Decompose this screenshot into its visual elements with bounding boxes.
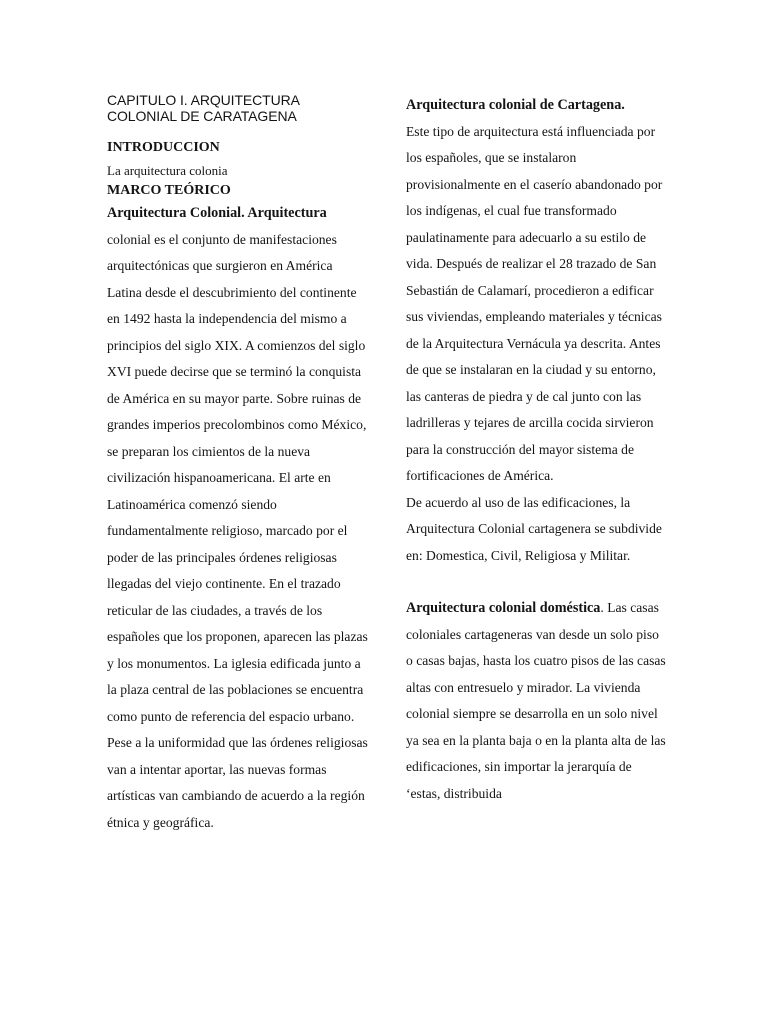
colonial-architecture-body: colonial es el conjunto de manifestaciones arquitectónicas que surgieron en América Latina desde el descubrimiento del continente en 1492 hasta la independencia del mismo a principios del siglo XIX. A comienzos del siglo XVI puede decirse que se terminó la conquista de América en su mayor parte. Sobre ruinas de grandes imperios precolombinos como México, se preparan los cimientos de la nueva civilización hispanoamericana. El arte en Latinoamérica comenzó siendo fundamentalmente religioso, marcado por el poder de las principales órdenes religiosas llegadas del viejo continente. En el trazado reticular de las ciudades, a través de los españoles que los proponen, aparecen las plazas y los monumentos. La iglesia edificada junto a la plaza central de las poblaciones se encuentra como punto de referencia del espacio urbano. Pese a la uniformidad que las órdenes religiosas van a intentar aportar, las nuevas formas artísticas van cambiando de acuerdo a la región étnica y geográfica. (107, 231, 368, 830)
domestic-body: . Las casas coloniales cartageneras van desde un solo piso o casas bajas, hasta los cuatro pisos de las casas altas con entresuelo y mirador. La vivienda colonial siempre se desarrolla en un solo nivel ya sea en la planta baja o en la planta alta de las edificaciones, sin importar la jerarquía de ‘estas, distribuida (406, 600, 666, 801)
paragraph-gap (406, 569, 668, 595)
marco-teorico-heading: MARCO TEÓRICO (107, 183, 231, 198)
cartagena-heading: Arquitectura colonial de Cartagena. (406, 97, 625, 113)
subdivision-paragraph: De acuerdo al uso de las edificaciones, la Arquitectura Colonial cartagenera se subdivide en: Domestica, Civil, Religiosa y Militar. (406, 494, 662, 563)
intro-text: La arquitectura colonia (107, 163, 228, 178)
right-column (406, 92, 668, 807)
left-column (107, 92, 369, 836)
domestic-heading: Arquitectura colonial doméstica (406, 600, 601, 616)
domestic-paragraph (406, 595, 668, 807)
chapter-title: CAPITULO I. ARQUITECTURA COLONIAL DE CARATAGENA (107, 92, 300, 124)
intro-heading: INTRODUCCION (107, 140, 220, 155)
colonial-architecture-paragraph (107, 200, 369, 836)
colonial-architecture-lead: Arquitectura Colonial. Arquitectura (107, 205, 327, 221)
cartagena-paragraph: Este tipo de arquitectura está influenciada por los españoles, que se instalaron provisionalmente en el caserío abandonado por los indígenas, el cual fue transformado paulatinamente para adecuarlo a su estilo de vida. Después de realizar el 28 trazado de San Sebastián de Calamarí, procedieron a edificar sus viviendas, empleando materiales y técnicas de la Arquitectura Vernácula ya descrita. Antes de que se instalaran en la ciudad y su entorno, las canteras de piedra y de cal junto con las ladrilleras y tejares de arcilla cocida sirvieron para la construcción del mayor sistema de fortificaciones de América. (406, 123, 663, 483)
cartagena-heading-paragraph (406, 92, 668, 119)
